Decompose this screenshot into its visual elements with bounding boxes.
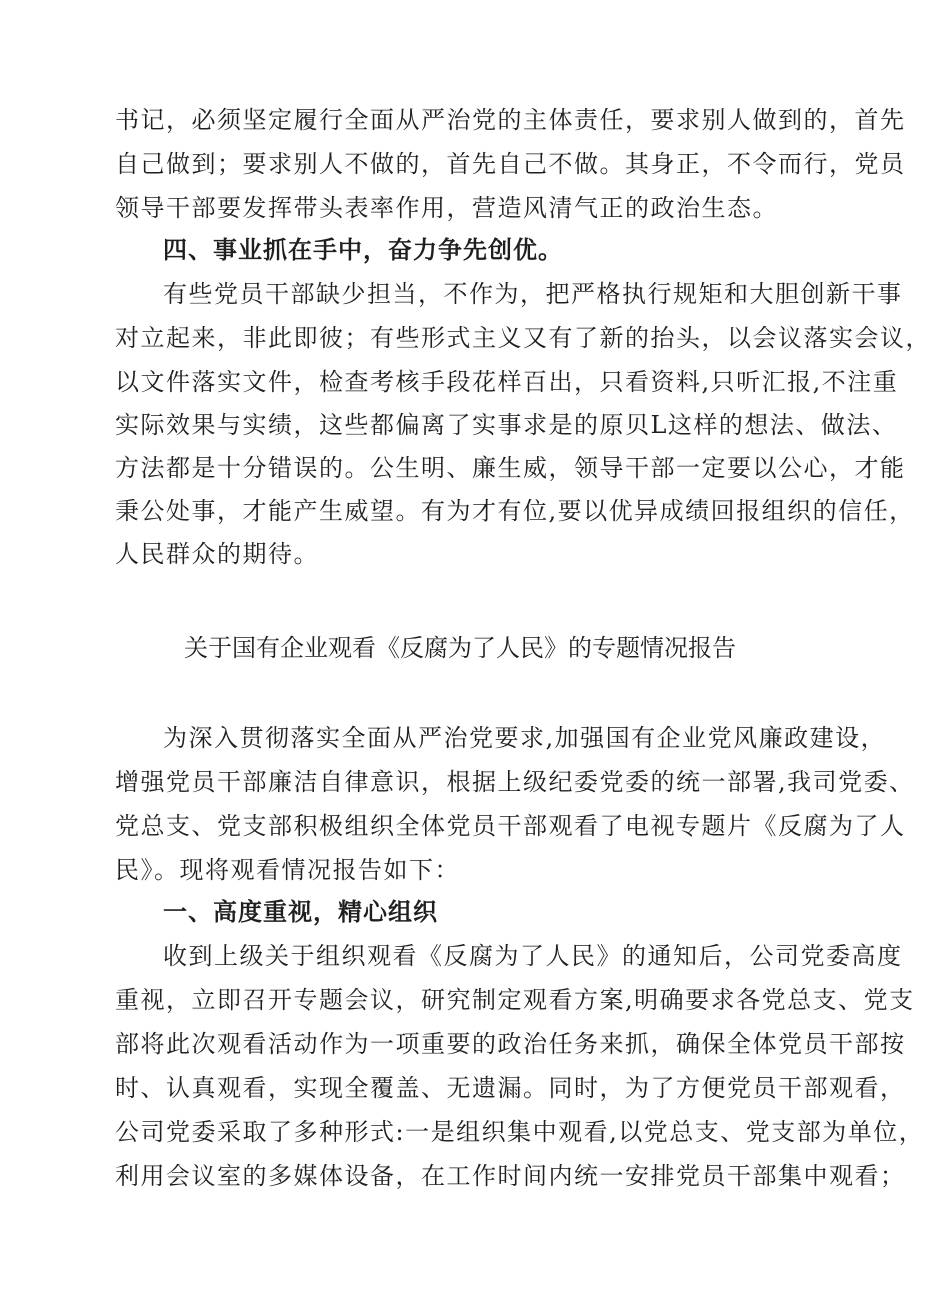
paragraph-line: 收到上级关于组织观看《反腐为了人民》的通知后，公司党委高度 [163,942,903,970]
report-title: 关于国有企业观看《反腐为了人民》的专题情况报告 [184,634,736,662]
paragraph-line: 公司党委采取了多种形式:一是组织集中观看,以党总支、党支部为单位， [115,1118,925,1146]
paragraph-line: 有些党员干部缺少担当，不作为，把严格执行规矩和大胆创新干事 [163,280,903,308]
paragraph-line: 时、认真观看，实现全覆盖、无遗漏。同时，为了方便党员干部观看， [115,1074,906,1102]
paragraph-line: 秉公处事，才能产生威望。有为才有位,要以优异成绩回报组织的信任， [115,497,915,525]
paragraph-line: 重视，立即召开专题会议，研究制定观看方案,明确要求各党总支、党支 [115,986,915,1014]
paragraph-line: 部将此次观看活动作为一项重要的政治任务来抓，确保全体党员干部按 [115,1030,906,1058]
paragraph-line: 领导干部要发挥带头表率作用，营造风清气正的政治生态。 [115,194,778,222]
paragraph-line: 人民群众的期待。 [115,540,319,568]
paragraph-line: 党总支、党支部积极组织全体党员干部观看了电视专题片《反腐为了人 [115,812,906,840]
paragraph-line: 增强党员干部廉洁自律意识，根据上级纪委党委的统一部署,我司党委、 [115,768,915,796]
paragraph-line: 实际效果与实绩，这些都偏离了实事求是的原贝L这样的想法、做法、 [115,411,898,439]
paragraph-line: 为深入贯彻落实全面从严治党要求,加强国有企业党风廉政建设， [163,724,887,752]
paragraph-line: 以文件落实文件，检查考核手段花样百出，只看资料,只听汇报,不注重 [115,368,899,396]
paragraph-line: 方法都是十分错误的。公生明、廉生威，领导干部一定要以公心，才能 [115,454,906,482]
paragraph-line: 利用会议室的多媒体设备，在工作时间内统一安排党员干部集中观看； [115,1162,906,1190]
paragraph-line: 民》。现将观看情况报告如下： [115,856,460,884]
paragraph-line: 书记，必须坚定履行全面从严治党的主体责任，要求别人做到的，首先 [115,106,906,134]
paragraph-line: 对立起来，非此即彼；有些形式主义又有了新的抬头，以会议落实会议， [115,324,931,352]
paragraph-line: 自己做到；要求别人不做的，首先自己不做。其身正，不令而行，党员 [115,150,906,178]
section-heading-one: 一、高度重视，精心组织 [163,898,438,926]
section-heading-four: 四、事业抓在手中，奋力争先创优。 [163,236,563,264]
